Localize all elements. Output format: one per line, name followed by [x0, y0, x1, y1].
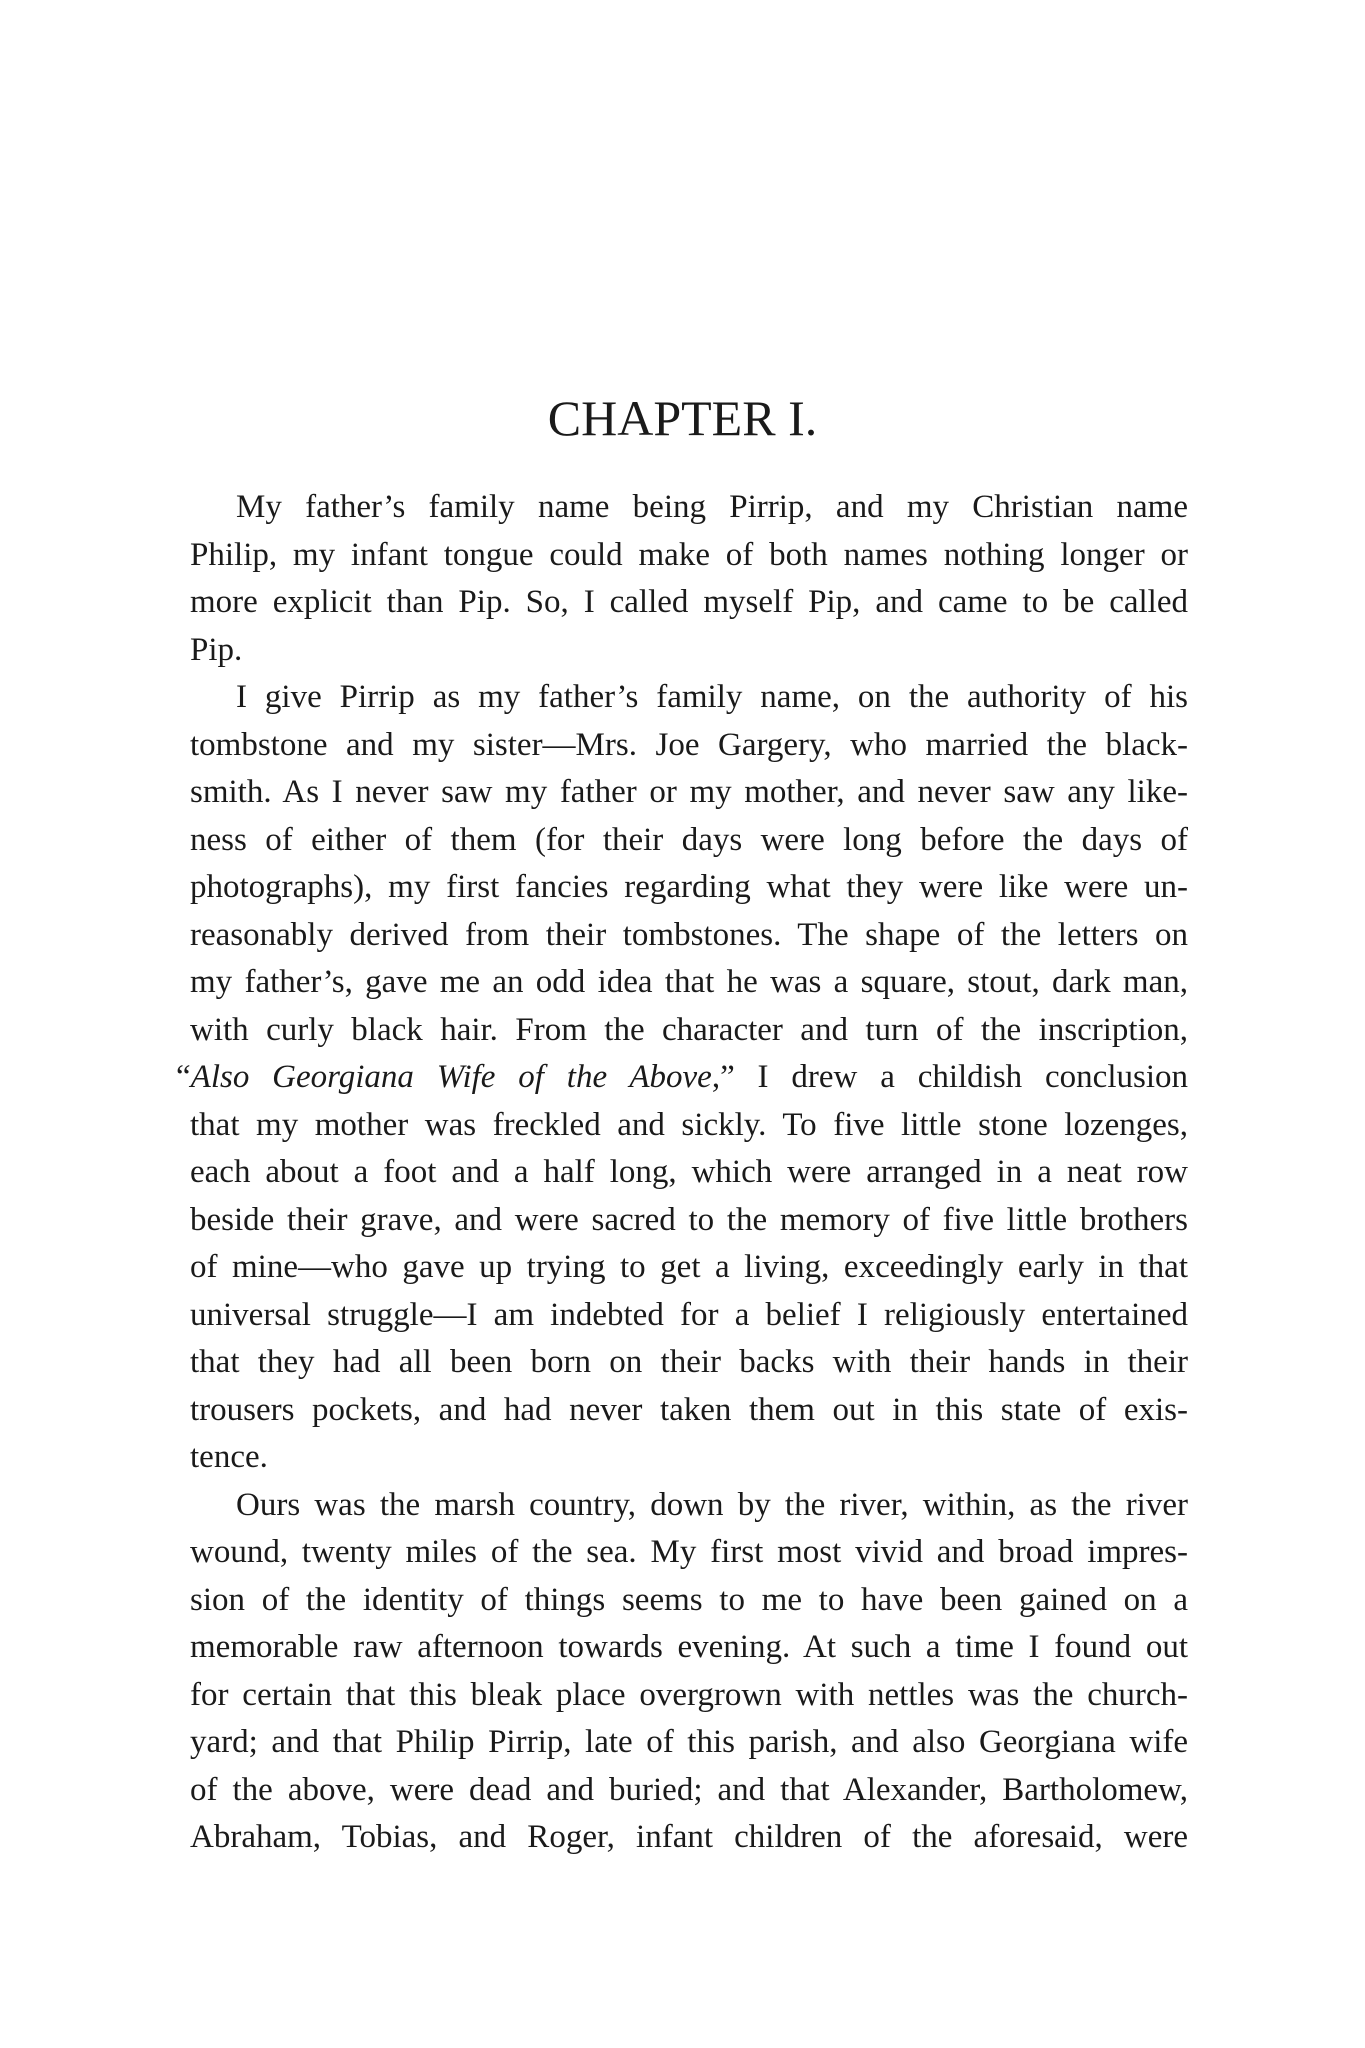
- text-line: tence.: [190, 1439, 268, 1475]
- text-line: photographs), my first fancies regarding what they were like were un-: [190, 869, 1188, 905]
- text-line: for certain that this bleak place overgrown with nettles was the church-: [190, 1676, 1188, 1713]
- text-line: smith. As I never saw my father or my mother, and never saw any like-: [190, 774, 1188, 810]
- text-line: Abraham, Tobias, and Roger, infant children of the aforesaid, were: [190, 1819, 1188, 1855]
- text-line: memorable raw afternoon towards evening. At such a time I found out: [190, 1629, 1188, 1665]
- text-line: with curly black hair. From the character and turn of the inscription,: [190, 1011, 1188, 1048]
- text-line: Pip.: [190, 631, 243, 668]
- text-line: universal struggle—I am indebted for a belief I religiously entertained: [190, 1296, 1188, 1333]
- line-text: ,” I drew a childish conclusion: [711, 1059, 1188, 1095]
- italic-inscription: Also Georgiana Wife of the Above: [190, 1059, 712, 1095]
- text-line: that they had all been born on their backs with their hands in their: [190, 1344, 1188, 1380]
- text-line: that my mother was freckled and sickly. To five little stone lozenges,: [190, 1106, 1188, 1143]
- text-line: of mine—who gave up trying to get a living, exceedingly early in that: [190, 1249, 1188, 1285]
- text-line: trousers pockets, and had never taken them out in this state of exis-: [190, 1391, 1188, 1428]
- text-line: sion of the identity of things seems to me to have been gained on a: [190, 1581, 1188, 1618]
- text-line: ness of either of them (for their days were long before the days of: [190, 821, 1188, 858]
- text-line: Philip, my infant tongue could make of both names nothing longer or: [190, 536, 1188, 573]
- text-line: wound, twenty miles of the sea. My first most vivid and broad impres-: [190, 1534, 1188, 1570]
- text-line: Ours was the marsh country, down by the river, within, as the river: [236, 1486, 1188, 1523]
- chapter-body: [176, 484, 1188, 1862]
- text-line: My father’s family name being Pirrip, and my Christian name: [236, 489, 1188, 525]
- text-line: each about a foot and a half long, which were arranged in a neat row: [190, 1154, 1188, 1190]
- text-line: I give Pirrip as my father’s family name, on the authority of his: [236, 679, 1188, 715]
- text-line: [176, 1054, 1188, 1102]
- text-line: reasonably derived from their tombstones. The shape of the letters on: [190, 916, 1188, 953]
- text-line: more explicit than Pip. So, I called myself Pip, and came to be called: [190, 584, 1188, 620]
- text-line: my father’s, gave me an odd idea that he was a square, stout, dark man,: [190, 964, 1188, 1000]
- text-line: yard; and that Philip Pirrip, late of this parish, and also Georgiana wife: [190, 1724, 1188, 1760]
- open-quote: “: [176, 1059, 191, 1095]
- text-line: beside their grave, and were sacred to the memory of five little brothers: [190, 1201, 1188, 1238]
- text-line: tombstone and my sister—Mrs. Joe Gargery, who married the black-: [190, 726, 1188, 763]
- text-line: of the above, were dead and buried; and that Alexander, Bartholomew,: [190, 1771, 1188, 1808]
- chapter-title: CHAPTER I.: [547, 390, 818, 446]
